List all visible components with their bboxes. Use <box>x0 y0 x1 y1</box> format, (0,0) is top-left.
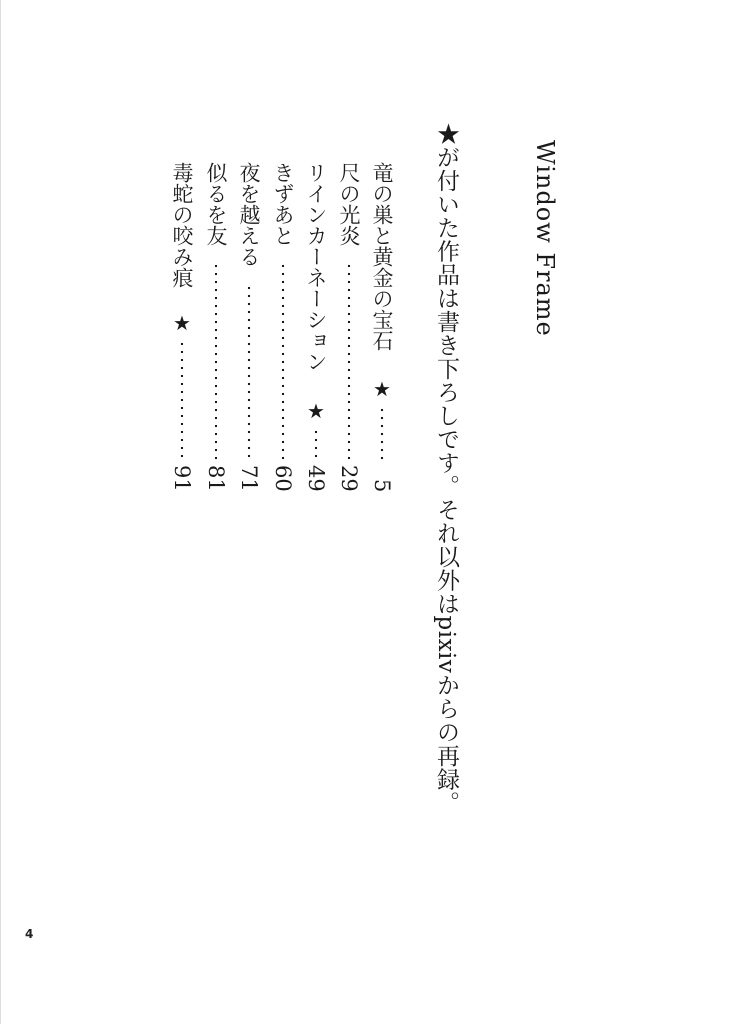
toc-entry-title: リインカーネーション <box>304 162 328 372</box>
toc-leader-dots <box>347 262 351 460</box>
toc-entry-title: 尺の光炎 <box>337 162 361 246</box>
toc-leader-dots <box>314 428 318 460</box>
toc-entry-title: 似るを友 <box>204 162 228 246</box>
toc-leader-dots <box>180 340 184 460</box>
toc-entry-title: 夜を越える <box>237 162 261 267</box>
toc-leader-dots <box>380 406 384 460</box>
toc-entry-page: 5 <box>370 478 394 492</box>
toc-entry <box>268 162 298 492</box>
toc-entry-page: 29 <box>337 465 361 492</box>
toc-entry <box>234 162 264 492</box>
toc-entry-page: 71 <box>237 465 261 492</box>
page-number: 4 <box>25 927 34 941</box>
toc-leader-dots <box>281 262 285 460</box>
starred-note: ★が付いた作品は書き下ろしです。それ以外はpixivからの再録。 <box>433 122 459 815</box>
toc-entry <box>167 162 197 492</box>
toc-entry <box>301 162 331 492</box>
star-icon: ★ <box>373 377 391 401</box>
toc-entry-title: きずあと <box>271 162 295 246</box>
toc-entry <box>201 162 231 492</box>
toc-entry-page: 49 <box>304 465 328 492</box>
toc-entry-page: 60 <box>271 465 295 492</box>
toc-entry-title: 竜の巣と黄金の宝石 <box>370 162 394 351</box>
toc-leader-dots <box>214 262 218 460</box>
page-title: Window Frame <box>531 140 559 337</box>
toc-entry <box>334 162 364 492</box>
star-icon: ★ <box>173 311 191 335</box>
toc-entry-title: 毒蛇の咬み痕 <box>170 162 194 288</box>
toc-leader-dots <box>247 284 251 460</box>
toc-entry <box>367 162 397 492</box>
toc-entry-page: 81 <box>204 465 228 492</box>
toc-entry-page: 91 <box>170 465 194 492</box>
star-icon: ★ <box>307 399 325 423</box>
